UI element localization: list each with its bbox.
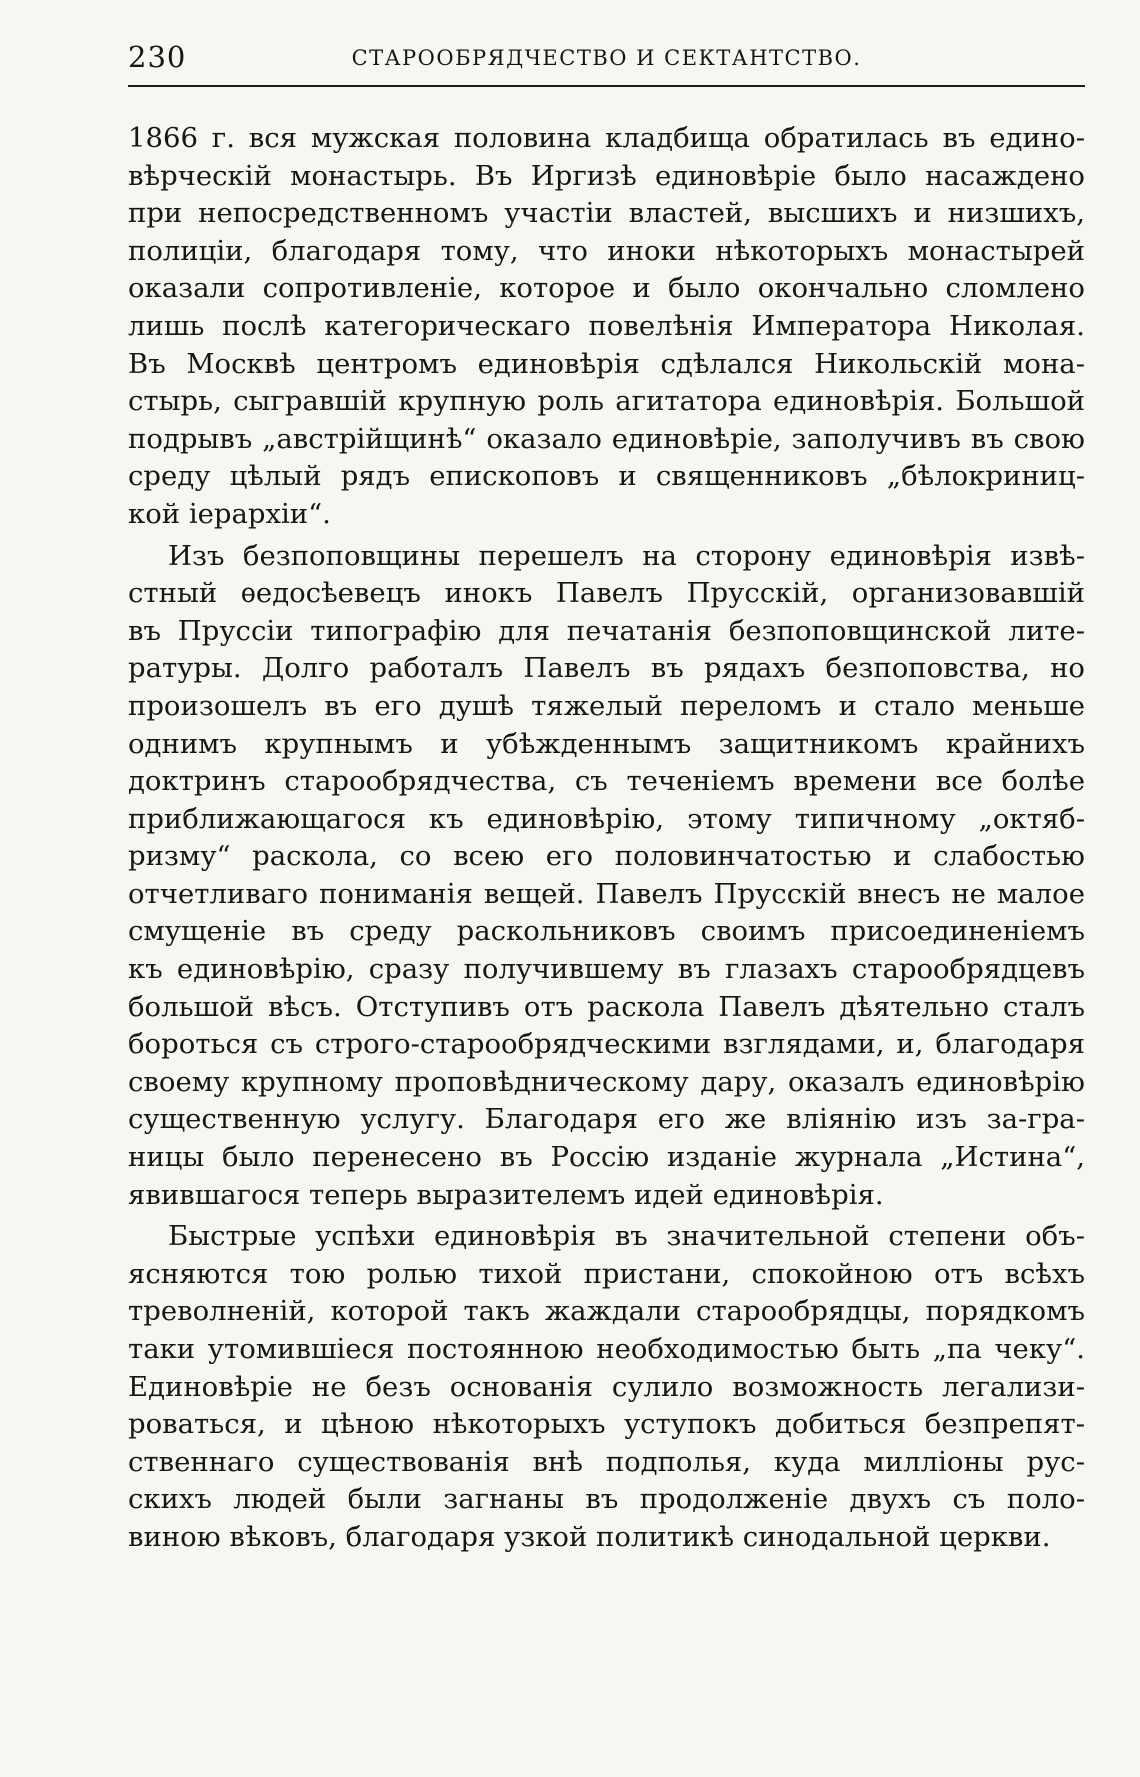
text-line: таки утомившіеся постоянною необходимостью быть „па чеку“. bbox=[128, 1333, 1085, 1365]
text-line: явившагося теперь выразителемъ идей единовѣрія. bbox=[128, 1178, 884, 1211]
text-line: въ Пруссіи типографію для печатанія безпоповщинской лите- bbox=[128, 614, 1085, 647]
text-line: ратуры. Долго работалъ Павелъ въ рядахъ безпоповства, но bbox=[128, 652, 1085, 685]
text-line: бороться съ строго-старообрядческими взглядами, и, благодаря bbox=[128, 1028, 1085, 1061]
text-line: приближающагося къ единовѣрію, этому типичному „октяб- bbox=[128, 802, 1085, 835]
text-line: стырь, сыгравшій крупную роль агитатора единовѣрія. Большой bbox=[128, 385, 1085, 418]
text-line: вѣрческій монастырь. Въ Иргизѣ единовѣріе было насаждено bbox=[128, 159, 1085, 192]
text-line: виною вѣковъ, благодаря узкой политикѣ синодальной церкви. bbox=[128, 1520, 1051, 1553]
text-line: Въ Москвѣ центромъ единовѣрія сдѣлался Никольскій мона- bbox=[128, 347, 1085, 380]
text-line: доктринъ старообрядчества, съ теченіемъ времени все болѣе bbox=[128, 765, 1085, 798]
paragraph-1 bbox=[128, 120, 1085, 534]
text-line: ственнаго существованія внѣ подполья, куда милліоны рус- bbox=[128, 1445, 1085, 1478]
text-line: треволненій, которой такъ жаждали старообрядцы, порядкомъ bbox=[128, 1295, 1085, 1328]
text-line: отчетливаго пониманія вещей. Павелъ Прусскій внесъ не малое bbox=[128, 877, 1085, 910]
text-line: Единовѣріе не безъ основанія сулило возможность легализи- bbox=[128, 1370, 1085, 1403]
text-line: при непосредственномъ участіи властей, высшихъ и низшихъ, bbox=[128, 197, 1085, 230]
text-line: Быстрые успѣхи единовѣрія въ значительной степени объ- bbox=[168, 1220, 1085, 1253]
text-line: ясняются тою ролью тихой пристани, спокойною отъ всѣхъ bbox=[128, 1257, 1085, 1290]
page-number: 230 bbox=[128, 40, 187, 74]
text-line: оказали сопротивленіе, которое и было окончально сломлено bbox=[128, 272, 1085, 305]
text-line: своему крупному проповѣдническому дару, оказалъ единовѣрію bbox=[128, 1065, 1085, 1098]
text-line: ризму“ раскола, со всею его половинчатостью и слабостью bbox=[128, 840, 1085, 873]
paragraph-3 bbox=[128, 1218, 1085, 1556]
text-line: къ единовѣрію, сразу получившему въ глазахъ старообрядцевъ bbox=[128, 953, 1085, 986]
text-line: однимъ крупнымъ и убѣжденнымъ защитникомъ крайнихъ bbox=[128, 727, 1085, 760]
text-line: существенную услугу. Благодаря его же вліянію изъ за-гра- bbox=[128, 1103, 1085, 1136]
text-line: полиціи, благодаря тому, что иноки нѣкоторыхъ монастырей bbox=[128, 234, 1085, 267]
text-line: смущеніе въ среду раскольниковъ своимъ присоединеніемъ bbox=[128, 915, 1085, 948]
text-line: скихъ людей были загнаны въ продолженіе двухъ съ поло- bbox=[128, 1483, 1085, 1516]
text-line: среду цѣлый рядъ епископовъ и священниковъ „бѣлокриниц- bbox=[128, 460, 1085, 493]
running-title: СТАРООБРЯДЧЕСТВО И СЕКТАНТСТВО. bbox=[351, 46, 862, 70]
page-header bbox=[128, 40, 1085, 80]
body-text bbox=[128, 120, 1085, 1557]
text-line: большой вѣсъ. Отступивъ отъ раскола Павелъ дѣятельно сталъ bbox=[128, 990, 1085, 1023]
text-line: 1866 г. вся мужская половина кладбища обратилась въ едино- bbox=[128, 122, 1085, 154]
text-line: подрывъ „австрійщинѣ“ оказало единовѣріе, заполучивъ въ свою bbox=[128, 422, 1085, 455]
text-line: произошелъ въ его душѣ тяжелый переломъ и стало меньше bbox=[128, 689, 1085, 722]
paragraph-2 bbox=[128, 538, 1085, 1215]
text-line: стный ѳедосѣевецъ инокъ Павелъ Прусскій, организовавшій bbox=[128, 577, 1085, 610]
text-line: Изъ безпоповщины перешелъ на сторону единовѣрія извѣ- bbox=[168, 539, 1085, 572]
text-line: лишь послѣ категорическаго повелѣнія Императора Николая. bbox=[128, 309, 1085, 342]
text-line: ницы было перенесено въ Россію изданіе журнала „Истина“, bbox=[128, 1141, 1085, 1174]
text-line: кой іерархіи“. bbox=[128, 497, 331, 530]
header-rule bbox=[128, 85, 1085, 87]
text-line: роваться, и цѣною нѣкоторыхъ уступокъ добиться безпрепят- bbox=[128, 1408, 1085, 1441]
